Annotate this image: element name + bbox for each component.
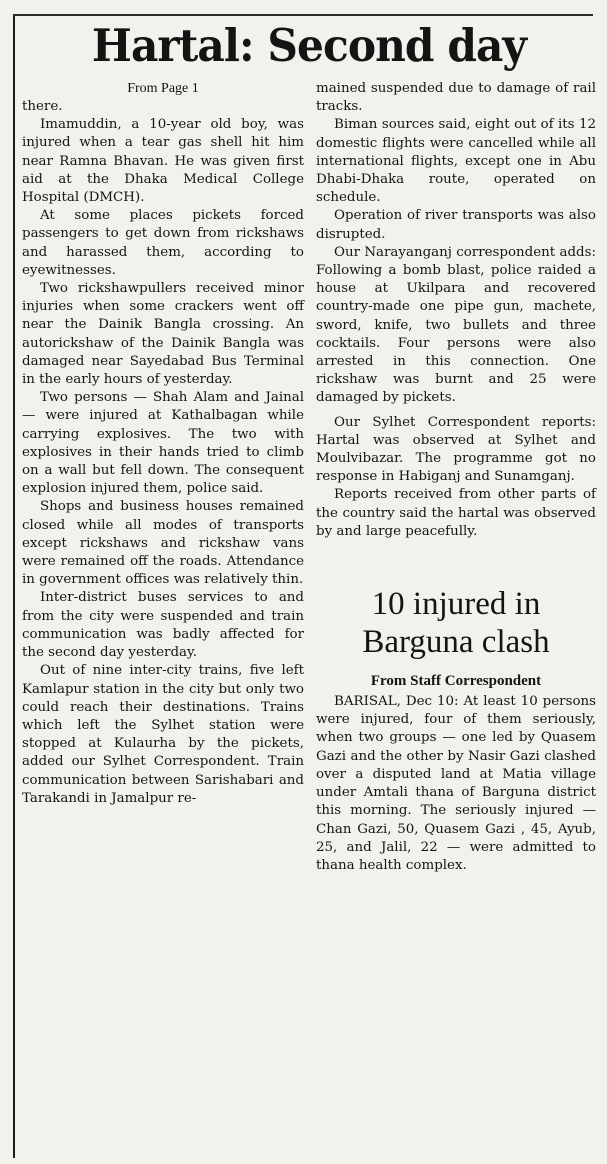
right-column: [316, 80, 596, 875]
paragraph: Our Sylhet Correspondent reports: Hartal was observed at Sylhet and Moulvibazar. The programme got no response in Habiganj and Sunamganj.: [316, 414, 596, 485]
second-story-headline: [316, 585, 596, 661]
continuation-kicker: From Page 1: [127, 81, 199, 96]
paragraph: Out of nine inter-city trains, five left Kamlapur station in the city but only two could reach their destinations. Trains which left the Sylhet station were stopped at Kulaurha by the pickets, added our Sylhet Correspondent. Train communication between Sarishabari and Tarakandi in Jamalpur re-: [22, 663, 304, 806]
headline: Hartal: Second day: [91, 19, 527, 72]
byline: From Staff Correspondent: [370, 673, 542, 690]
paragraph: Two rickshawpullers received minor injuries when some crackers went off near the Dainik Bangla crossing. An autorickshaw of the Dainik Bangla was damaged near Sayedabad Bus Terminal in the early hours of yesterday.: [22, 281, 304, 388]
left-border-rule: [13, 14, 15, 1158]
paragraph: At some places pickets forced passengers to get down from rickshaws and harassed them, according to eyewitnesses.: [22, 208, 304, 278]
paragraph: Inter-district buses services to and from the city were suspended and train communication was badly affected for the second day yesterday.: [22, 590, 304, 661]
paragraph: mained suspended due to damage of rail tracks.: [316, 81, 596, 115]
paragraph: there.: [22, 99, 63, 114]
paragraph: Our Narayanganj correspondent adds: Following a bomb blast, police raided a house at Ukilpara and recovered country-made one pipe gun, machete, sword, knife, two bullets and three cocktails. Four persons were also arrested in this connection. One rickshaw was burnt and 25 were damaged by pickets.: [316, 244, 596, 406]
paragraph: Imamuddin, a 10-year old boy, was injured when a tear gas shell hit him near Ramna Bhavan. He was given first aid at the Dhaka Medical College Hospital (DMCH).: [22, 117, 304, 206]
paragraph: Reports received from other parts of the country said the hartal was observed by and large peacefully.: [316, 487, 596, 539]
second-story-headline-line1: 10 injured in: [371, 586, 541, 623]
left-column: [22, 80, 304, 808]
second-story-body: BARISAL, Dec 10: At least 10 persons were injured, four of them seriously, when two groups — one led by Quasem Gazi and the other by Nasir Gazi clashed over a disputed land at Matia village under Amtali thana of Barguna district this morning. The seriously injured — Chan Gazi, 50, Quasem Gazi , 45, Ayub, 25, and Jalil, 22 — were admitted to thana health complex.: [316, 694, 596, 873]
paragraph: Shops and business houses remained closed while all modes of transports except rickshaws and rickshaw vans were remained off the roads. Attendance in government offices was relatively thin.: [22, 499, 304, 588]
paragraph: Operation of river transports was also disrupted.: [316, 208, 596, 242]
paragraph: Biman sources said, eight out of its 12 domestic flights were cancelled while all international flights, except one in Abu Dhabi-Dhaka route, operated on schedule.: [316, 117, 596, 206]
second-story-headline-line2: Barguna clash: [362, 624, 550, 661]
paragraph: Two persons — Shah Alam and Jainal — were injured at Kathalbagan while carrying explosives. The two with explosives in their hands tried to climb on a wall but fell down. The consequent explosion injured them, police said.: [22, 390, 304, 497]
